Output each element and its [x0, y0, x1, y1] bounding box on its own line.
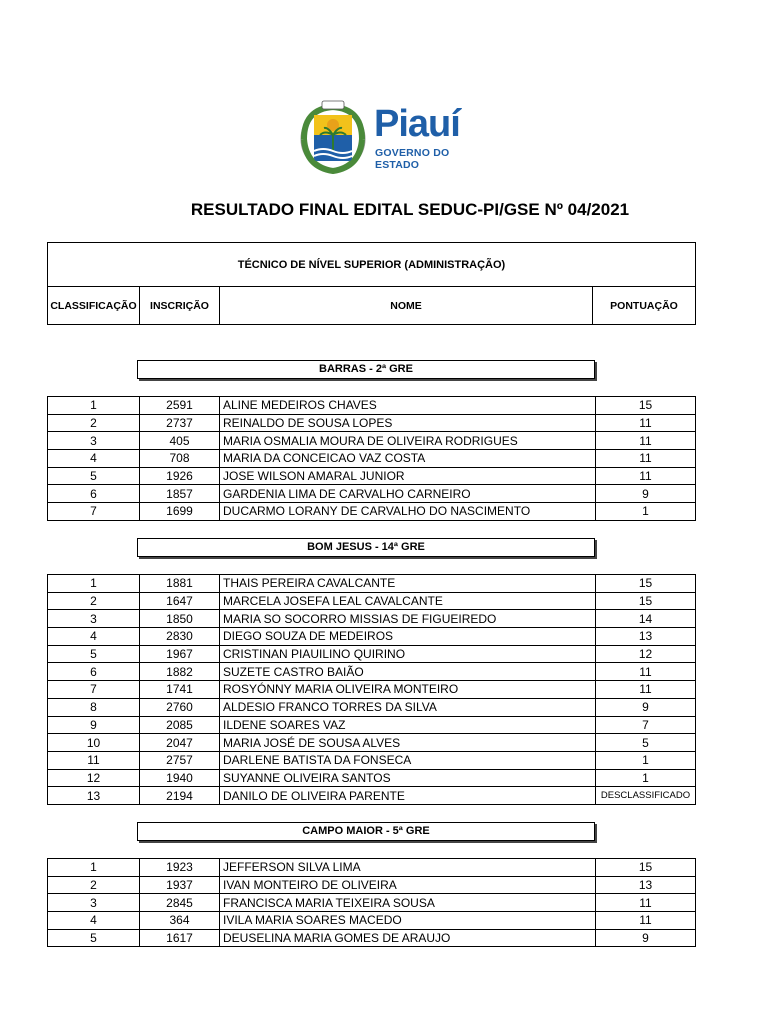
- table-row: [48, 610, 696, 628]
- cell-inscricao: 1882: [140, 663, 220, 681]
- cell-nome: DEUSELINA MARIA GOMES DE ARAUJO: [220, 929, 596, 947]
- cell-inscricao: 1857: [140, 485, 220, 503]
- cell-classificacao: 6: [48, 485, 140, 503]
- table-row: [48, 432, 696, 450]
- coat-of-arms-icon: [298, 95, 368, 175]
- cell-inscricao: 2591: [140, 397, 220, 415]
- cell-inscricao: 405: [140, 432, 220, 450]
- cell-pontuacao: 15: [596, 397, 696, 415]
- cell-classificacao: 7: [48, 503, 140, 521]
- cell-nome: MARIA JOSÉ DE SOUSA ALVES: [220, 734, 596, 752]
- cell-classificacao: 12: [48, 769, 140, 787]
- cell-classificacao: 13: [48, 787, 140, 805]
- cell-inscricao: 1967: [140, 645, 220, 663]
- logo-subtitle: GOVERNO DO ESTADO: [375, 147, 450, 171]
- cell-nome: IVAN MONTEIRO DE OLIVEIRA: [220, 876, 596, 894]
- table-row: [48, 414, 696, 432]
- table-row: [48, 698, 696, 716]
- cell-classificacao: 1: [48, 859, 140, 877]
- cell-inscricao: 1923: [140, 859, 220, 877]
- cell-nome: DUCARMO LORANY DE CARVALHO DO NASCIMENTO: [220, 503, 596, 521]
- cell-inscricao: 1881: [140, 575, 220, 593]
- cell-classificacao: 5: [48, 467, 140, 485]
- cell-classificacao: 4: [48, 450, 140, 468]
- table-row: [48, 859, 696, 877]
- cell-classificacao: 11: [48, 751, 140, 769]
- cell-pontuacao: 11: [596, 467, 696, 485]
- cell-inscricao: 364: [140, 912, 220, 930]
- cell-classificacao: 10: [48, 734, 140, 752]
- cell-nome: SUZETE CASTRO BAIÃO: [220, 663, 596, 681]
- cell-classificacao: 4: [48, 628, 140, 646]
- cell-inscricao: 2830: [140, 628, 220, 646]
- cell-pontuacao: 15: [596, 592, 696, 610]
- cell-nome: DANILO DE OLIVEIRA PARENTE: [220, 787, 596, 805]
- cell-pontuacao: 11: [596, 414, 696, 432]
- cell-inscricao: 1647: [140, 592, 220, 610]
- cell-pontuacao: 1: [596, 503, 696, 521]
- cell-nome: DIEGO SOUZA DE MEDEIROS: [220, 628, 596, 646]
- cell-inscricao: 708: [140, 450, 220, 468]
- table-row: [48, 575, 696, 593]
- cell-classificacao: 3: [48, 432, 140, 450]
- table-row: [48, 467, 696, 485]
- cell-inscricao: 1617: [140, 929, 220, 947]
- cell-pontuacao: 5: [596, 734, 696, 752]
- cell-nome: ILDENE SOARES VAZ: [220, 716, 596, 734]
- table-row: [48, 769, 696, 787]
- table-row: [48, 628, 696, 646]
- col-classificacao: CLASSIFICAÇÃO: [48, 287, 140, 325]
- cell-nome: THAIS PEREIRA CAVALCANTE: [220, 575, 596, 593]
- table-row: [48, 912, 696, 930]
- table-row: [48, 876, 696, 894]
- table-row: [48, 645, 696, 663]
- cell-pontuacao: 11: [596, 912, 696, 930]
- cell-classificacao: 1: [48, 575, 140, 593]
- cell-classificacao: 2: [48, 592, 140, 610]
- cell-pontuacao: 11: [596, 432, 696, 450]
- table-row: [48, 787, 696, 805]
- cell-pontuacao: 14: [596, 610, 696, 628]
- cell-pontuacao: 11: [596, 450, 696, 468]
- cell-pontuacao: 1: [596, 769, 696, 787]
- cell-nome: JOSE WILSON AMARAL JUNIOR: [220, 467, 596, 485]
- cell-pontuacao: 13: [596, 628, 696, 646]
- cell-nome: ALDESIO FRANCO TORRES DA SILVA: [220, 698, 596, 716]
- cell-nome: REINALDO DE SOUSA LOPES: [220, 414, 596, 432]
- cell-pontuacao: 13: [596, 876, 696, 894]
- table-row: [48, 485, 696, 503]
- table-row: [48, 592, 696, 610]
- cell-classificacao: 2: [48, 876, 140, 894]
- cell-nome: MARIA SO SOCORRO MISSIAS DE FIGUEIREDO: [220, 610, 596, 628]
- cell-classificacao: 1: [48, 397, 140, 415]
- cell-pontuacao: 11: [596, 681, 696, 699]
- cell-pontuacao: 7: [596, 716, 696, 734]
- cell-classificacao: 8: [48, 698, 140, 716]
- cell-classificacao: 5: [48, 645, 140, 663]
- position-title: TÉCNICO DE NÍVEL SUPERIOR (ADMINISTRAÇÃO): [48, 243, 696, 287]
- cell-inscricao: 1850: [140, 610, 220, 628]
- results-table: [47, 574, 696, 805]
- cell-nome: MARIA DA CONCEICAO VAZ COSTA: [220, 450, 596, 468]
- cell-classificacao: 9: [48, 716, 140, 734]
- table-row: [48, 663, 696, 681]
- cell-nome: FRANCISCA MARIA TEIXEIRA SOUSA: [220, 894, 596, 912]
- cell-pontuacao: 9: [596, 698, 696, 716]
- state-logo: [298, 95, 478, 175]
- group-label: BOM JESUS - 14ª GRE: [137, 538, 595, 557]
- col-inscricao: INSCRIÇÃO: [140, 287, 220, 325]
- cell-nome: ALINE MEDEIROS CHAVES: [220, 397, 596, 415]
- table-row: [48, 734, 696, 752]
- cell-inscricao: 1940: [140, 769, 220, 787]
- cell-inscricao: 2737: [140, 414, 220, 432]
- cell-classificacao: 3: [48, 894, 140, 912]
- table-row: [48, 716, 696, 734]
- document-title: RESULTADO FINAL EDITAL SEDUC-PI/GSE Nº 04/2021: [190, 200, 630, 219]
- cell-inscricao: 2760: [140, 698, 220, 716]
- group-label: CAMPO MAIOR - 5ª GRE: [137, 822, 595, 841]
- cell-nome: JEFFERSON SILVA LIMA: [220, 859, 596, 877]
- cell-pontuacao: 15: [596, 575, 696, 593]
- cell-nome: MARCELA JOSEFA LEAL CAVALCANTE: [220, 592, 596, 610]
- cell-pontuacao: 9: [596, 929, 696, 947]
- cell-nome: GARDENIA LIMA DE CARVALHO CARNEIRO: [220, 485, 596, 503]
- table-row: [48, 397, 696, 415]
- cell-nome: CRISTINAN PIAUILINO QUIRINO: [220, 645, 596, 663]
- cell-classificacao: 3: [48, 610, 140, 628]
- cell-pontuacao: 1: [596, 751, 696, 769]
- cell-pontuacao: 9: [596, 485, 696, 503]
- cell-pontuacao: 12: [596, 645, 696, 663]
- col-pontuacao: PONTUAÇÃO: [593, 287, 696, 325]
- logo-name: Piauí: [374, 103, 460, 145]
- cell-classificacao: 6: [48, 663, 140, 681]
- cell-nome: MARIA OSMALIA MOURA DE OLIVEIRA RODRIGUES: [220, 432, 596, 450]
- cell-inscricao: 1937: [140, 876, 220, 894]
- col-nome: NOME: [220, 287, 593, 325]
- group-label: BARRAS - 2ª GRE: [137, 360, 595, 379]
- cell-inscricao: 1741: [140, 681, 220, 699]
- header-table: [47, 242, 696, 325]
- table-row: [48, 751, 696, 769]
- table-row: [48, 929, 696, 947]
- cell-pontuacao: 15: [596, 859, 696, 877]
- cell-nome: SUYANNE OLIVEIRA SANTOS: [220, 769, 596, 787]
- cell-inscricao: 2047: [140, 734, 220, 752]
- cell-nome: ROSYÓNNY MARIA OLIVEIRA MONTEIRO: [220, 681, 596, 699]
- cell-classificacao: 5: [48, 929, 140, 947]
- table-row: [48, 450, 696, 468]
- table-row: [48, 894, 696, 912]
- cell-nome: DARLENE BATISTA DA FONSECA: [220, 751, 596, 769]
- cell-inscricao: 2194: [140, 787, 220, 805]
- cell-inscricao: 2845: [140, 894, 220, 912]
- cell-pontuacao: 11: [596, 894, 696, 912]
- cell-pontuacao: 11: [596, 663, 696, 681]
- cell-pontuacao: DESCLASSIFICADO: [596, 787, 696, 805]
- cell-classificacao: 2: [48, 414, 140, 432]
- table-row: [48, 503, 696, 521]
- cell-inscricao: 2757: [140, 751, 220, 769]
- cell-classificacao: 7: [48, 681, 140, 699]
- table-row: [48, 681, 696, 699]
- results-table: [47, 858, 696, 947]
- cell-inscricao: 2085: [140, 716, 220, 734]
- cell-nome: IVILA MARIA SOARES MACEDO: [220, 912, 596, 930]
- cell-inscricao: 1699: [140, 503, 220, 521]
- cell-inscricao: 1926: [140, 467, 220, 485]
- results-table: [47, 396, 696, 521]
- cell-classificacao: 4: [48, 912, 140, 930]
